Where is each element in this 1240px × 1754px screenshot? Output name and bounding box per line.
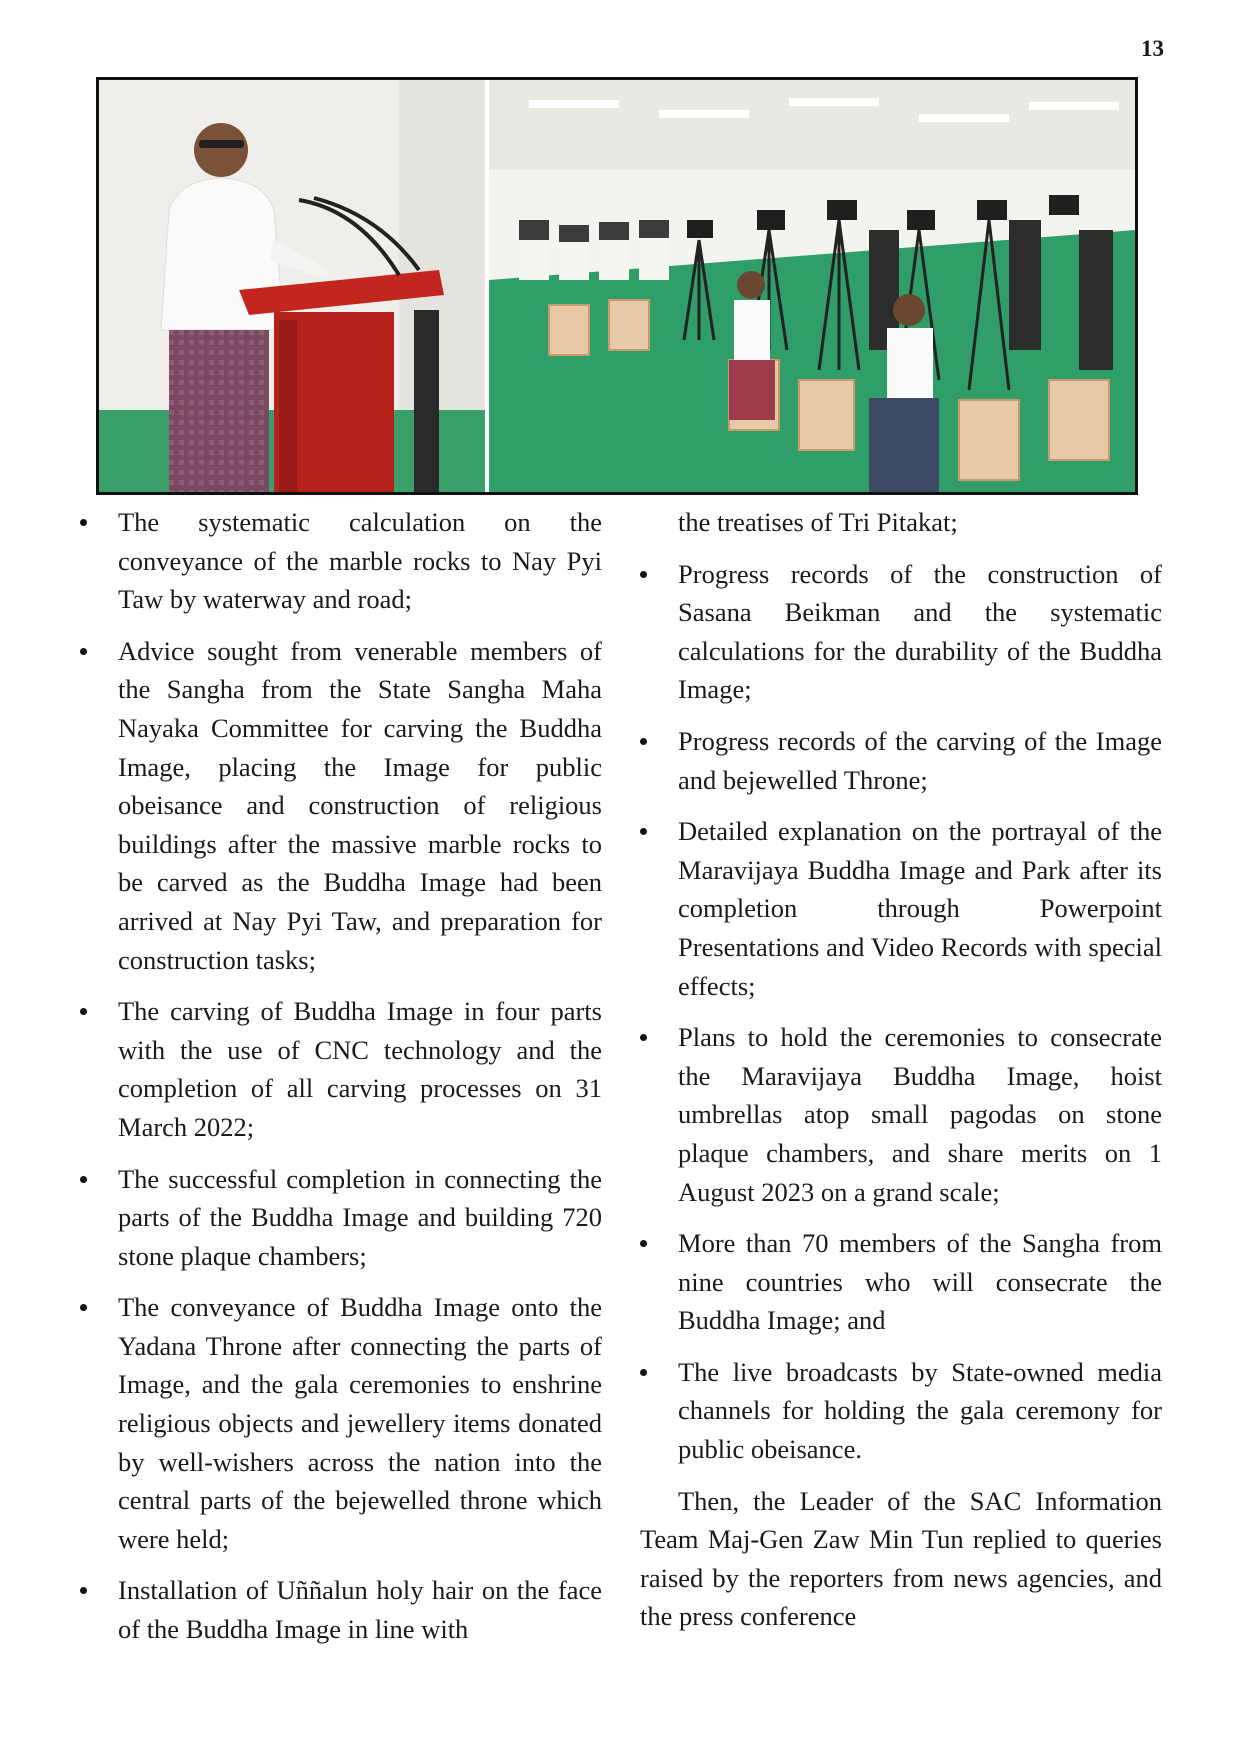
list-item: [640, 1224, 1162, 1340]
left-column: [80, 503, 602, 1662]
list-item: [640, 722, 1162, 799]
list-item-text: More than 70 members of the Sangha from nine countries who will consecrate the Buddha Image; and: [678, 1228, 1162, 1336]
speaker-illustration: [99, 80, 485, 492]
bullet-icon: [640, 1240, 647, 1247]
photo-speaker-panel: [99, 80, 485, 492]
bullet-icon: [80, 1304, 87, 1311]
left-bullet-list: [80, 503, 602, 1649]
list-item-text: The conveyance of Buddha Image onto the Yadana Throne after connecting the parts of Image, and the gala ceremonies to enshrine religious objects and jewellery items donated by well-wishers across the nation into the central parts of the bejewelled throne which were held;: [118, 1292, 602, 1554]
bullet-icon: [80, 519, 87, 526]
list-item-text: Advice sought from venerable members of the Sangha from the State Sangha Maha Nayaka Committee for carving the Buddha Image, placing the Image for public obeisance and construction of religious buildings after the massive marble rocks to be carved as the Buddha Image had been arrived at Nay Pyi Taw, and preparation for construction tasks;: [118, 635, 602, 975]
right-bullet-list: [640, 503, 1162, 1469]
page-number: 13: [1141, 36, 1164, 61]
list-item: [80, 1160, 602, 1276]
list-item-text: Installation of Uññalun holy hair on the face of the Buddha Image in line with: [118, 1575, 602, 1645]
list-item-text: Detailed explanation on the portrayal of the Maravijaya Buddha Image and Park after its completion through Powerpoint Presentations and Video Records with special effects;: [678, 816, 1162, 1001]
bullet-icon: [640, 1369, 647, 1376]
bullet-icon: [640, 738, 647, 745]
list-item: [80, 1288, 602, 1558]
bullet-icon: [640, 1034, 647, 1041]
list-item-text: The carving of Buddha Image in four parts with the use of CNC technology and the completion of all carving processes on 31 March 2022;: [118, 996, 602, 1142]
list-item-text: The live broadcasts by State-owned media channels for holding the gala ceremony for public obeisance.: [678, 1356, 1162, 1465]
bullet-icon: [80, 1587, 87, 1594]
list-item-text: Progress records of the carving of the Image and bejewelled Throne;: [678, 725, 1162, 795]
body-paragraph: Then, the Leader of the SAC Information Team Maj-Gen Zaw Min Tun replied to queries raised by the reporters from news agencies, and the press conference: [640, 1485, 1162, 1632]
right-column: [640, 503, 1162, 1636]
bullet-icon: [80, 1008, 87, 1015]
list-item: [640, 1018, 1162, 1211]
list-item: [80, 632, 602, 979]
list-item-continuation: [640, 503, 1162, 542]
list-item-text: The systematic calculation on the conveyance of the marble rocks to Nay Pyi Taw by waterway and road;: [118, 507, 602, 615]
bullet-icon: [80, 648, 87, 655]
list-item: [640, 1353, 1162, 1469]
bullet-icon: [80, 1176, 87, 1183]
list-item-text: Progress records of the construction of Sasana Beikman and the systematic calculations for the durability of the Buddha Image;: [678, 558, 1162, 705]
list-item: [80, 1571, 602, 1648]
list-item: [80, 503, 602, 619]
list-item-text: The successful completion in connecting the parts of the Buddha Image and building 720 stone plaque chambers;: [118, 1163, 602, 1271]
press-audience-illustration: [489, 80, 1135, 492]
list-item-text: Plans to hold the ceremonies to consecrate the Maravijaya Buddha Image, hoist umbrellas atop small pagodas on stone plaque chambers, and share merits on 1 August 2023 on a grand scale;: [678, 1022, 1162, 1207]
continuation-text: the treatises of Tri Pitakat;: [678, 507, 958, 537]
news-photo: [96, 77, 1138, 495]
list-item: [640, 555, 1162, 709]
list-item: [80, 992, 602, 1146]
list-item: [640, 812, 1162, 1005]
bullet-icon: [640, 828, 647, 835]
photo-audience-panel: [489, 80, 1135, 492]
bullet-icon: [640, 571, 647, 578]
